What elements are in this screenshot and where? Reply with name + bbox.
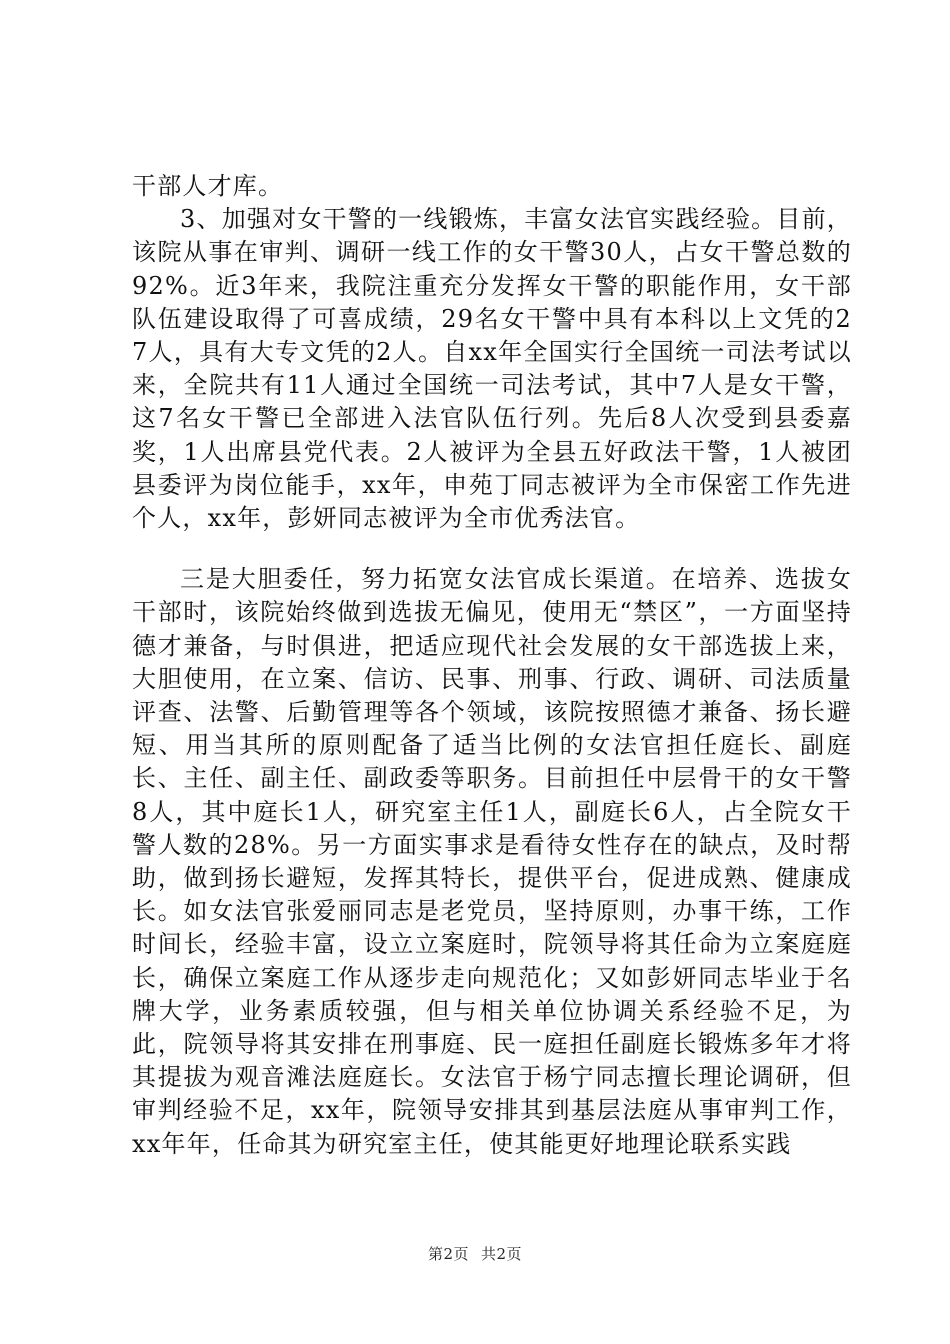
page-total: 共2页 (481, 1245, 523, 1263)
page-footer (0, 1244, 950, 1264)
paragraph-continuation: 干部人才库。 (132, 172, 284, 200)
document-body (132, 170, 852, 1161)
page-number: 第2页 (427, 1245, 469, 1263)
paragraph-section-3: 三是大胆委任，努力拓宽女法官成长渠道。在培养、选拔女干部时，该院始终做到选拔无偏见，使用无“禁区”，一方面坚持德才兼备，与时俱进，把适应现代社会发展的女干部选拔上来，大胆使用，在立案、信访、民事、刑事、行政、调研、司法质量评查、法警、后勤管理等各个领域，该院按照德才兼备、扬长避短、用当其所的原则配备了适当比例的女法官担任庭长、副庭长、主任、副主任、副政委等职务。目前担任中层骨干的女干警8人，其中庭长1人，研究室主任1人，副庭长6人，占全院女干警人数的28%。另一方面实事求是看待女性存在的缺点，及时帮助，做到扬长避短，发挥其特长，提供平台，促进成熟、健康成长。如女法官张爱丽同志是老党员，坚持原则，办事干练，工作时间长，经验丰富，设立立案庭时，院领导将其任命为立案庭庭长，确保立案庭工作从逐步走向规范化；又如彭妍同志毕业于名牌大学，业务素质较强，但与相关单位协调关系经验不足，为此，院领导将其安排在刑事庭、民一庭担任副庭长锻炼多年才将其提拔为观音滩法庭庭长。女法官于杨宁同志擅长理论调研，但审判经验不足，xx年，院领导安排其到基层法庭从事审判工作，xx年年，任命其为研究室主任，使其能更好地理论联系实践 (132, 565, 852, 1158)
paragraph-item-3: 3、加强对女干警的一线锻炼，丰富女法官实践经验。目前，该院从事在审判、调研一线工作的女干警30人，占女干警总数的92%。近3年来，我院注重充分发挥女干警的职能作用，女干部队伍建设取得了可喜成绩，29名女干警中具有本科以上文凭的27人，具有大专文凭的2人。自xx年全国实行全国统一司法考试以来，全院共有11人通过全国统一司法考试，其中7人是女干警，这7名女干警已全部进入法官队伍行列。先后8人次受到县委嘉奖，1人出席县党代表。2人被评为全县五好政法干警，1人被团县委评为岗位能手，xx年，申苑丁同志被评为全市保密工作先进个人，xx年，彭妍同志被评为全市优秀法官。 (132, 205, 852, 533)
